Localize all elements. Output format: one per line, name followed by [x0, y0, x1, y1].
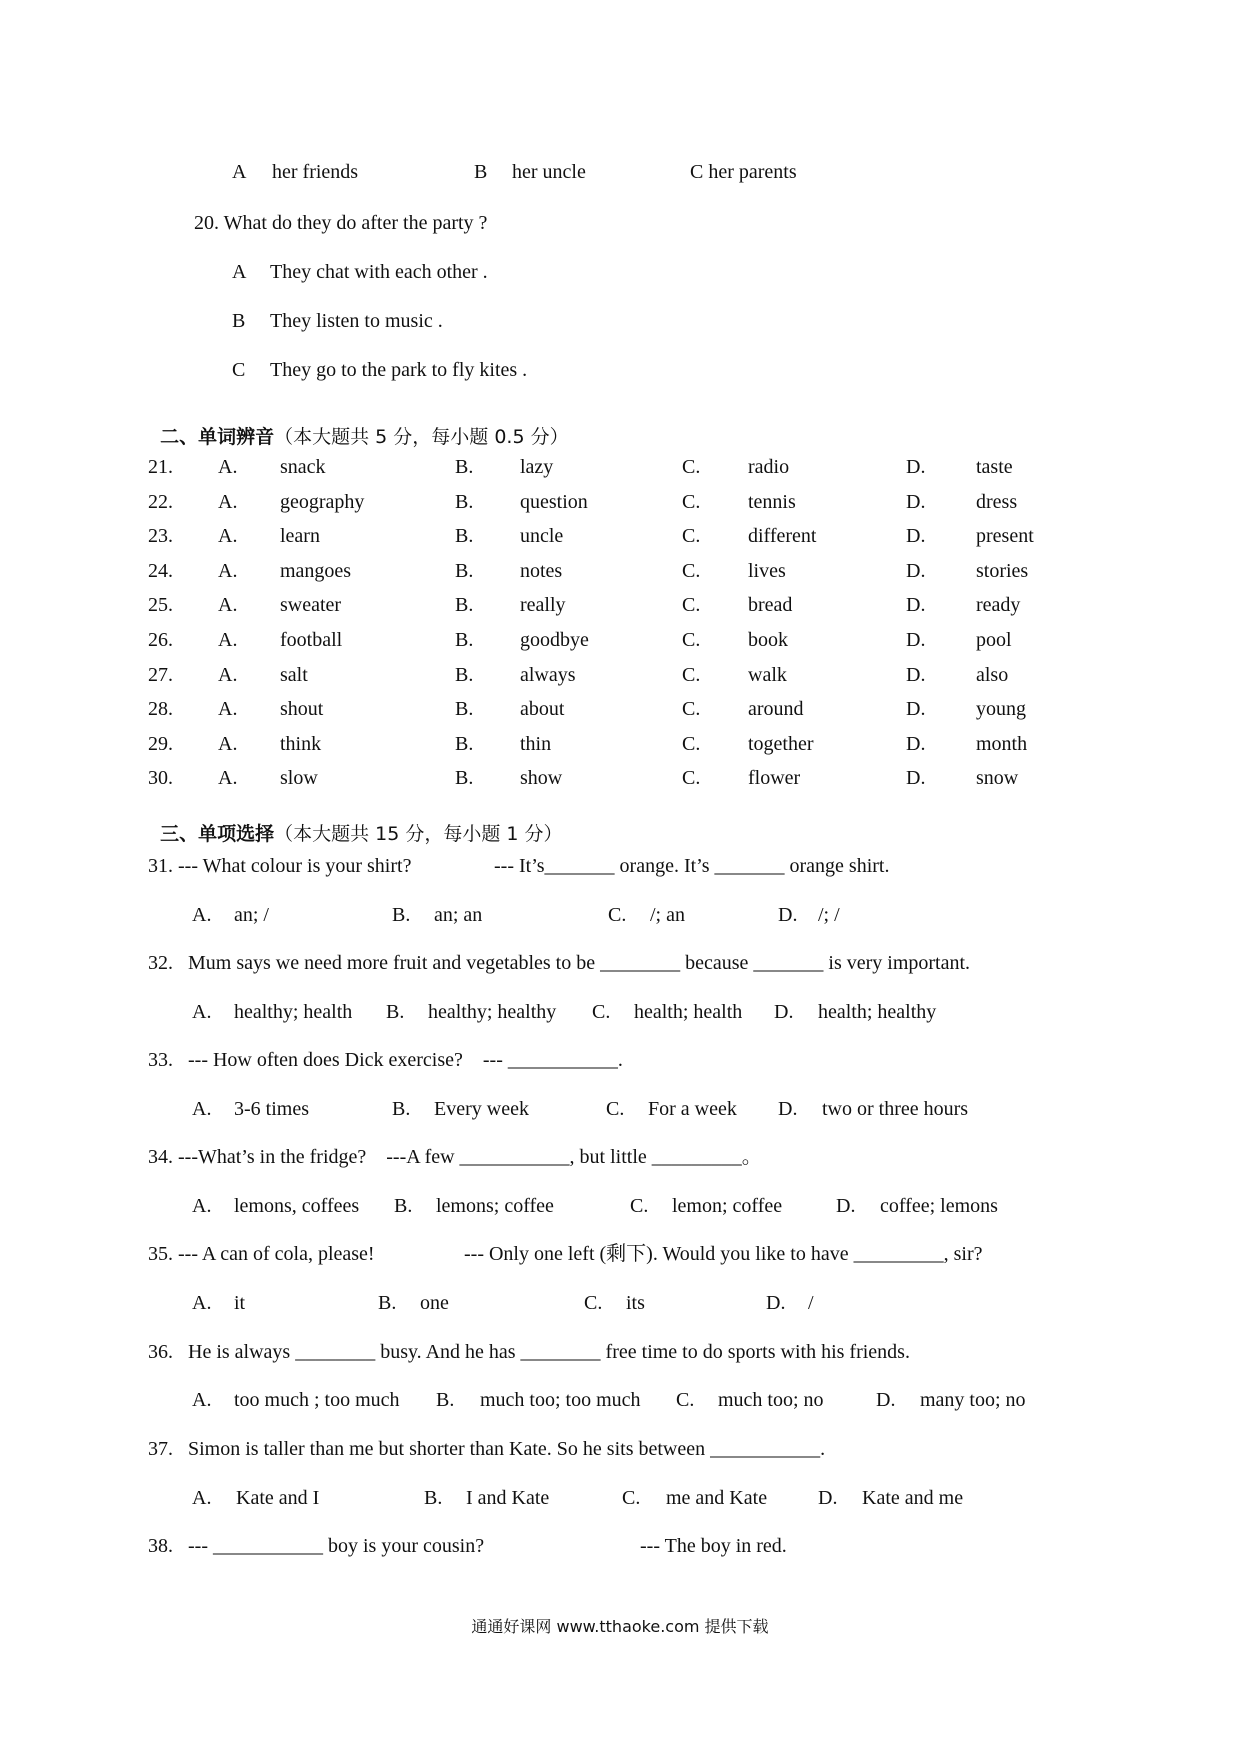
- q35-option-b-text: one: [420, 1292, 449, 1314]
- section3-heading: [148, 806, 563, 844]
- item-number: 24.: [148, 559, 173, 582]
- q35-option-c-text: its: [626, 1292, 645, 1314]
- q35-option-d-text: /: [808, 1292, 814, 1314]
- q36-option-d-text: many too; no: [920, 1389, 1026, 1411]
- q33-option-a-text: 3-6 times: [234, 1098, 309, 1120]
- q31-response: --- It’s_______ orange. It’s _______ orange shirt.: [494, 855, 890, 877]
- q33-option-c-letter: C.: [606, 1098, 625, 1120]
- option-word: ready: [976, 594, 1021, 617]
- option-letter: B.: [455, 629, 474, 651]
- option-word: dress: [976, 490, 1018, 513]
- q35-option-b-letter: B.: [378, 1292, 397, 1314]
- option-word: walk: [748, 663, 787, 686]
- item-number: 27.: [148, 663, 173, 686]
- phonetics-row: [0, 456, 1240, 480]
- q37-question: 37. Simon is taller than me but shorter than Kate. So he sits between ___________.: [148, 1438, 826, 1460]
- q36-option-d-letter: D.: [876, 1389, 896, 1411]
- phonetics-row: [0, 767, 1240, 791]
- option-letter: A.: [218, 490, 238, 513]
- option-word: stories: [976, 559, 1029, 582]
- q20-question: 20. What do they do after the party ?: [194, 212, 488, 234]
- option-letter: B.: [455, 525, 474, 548]
- option-letter: D.: [906, 663, 926, 686]
- option-word: flower: [748, 767, 801, 790]
- phonetics-row: [0, 525, 1240, 549]
- option-word: snack: [280, 456, 326, 478]
- item-number: 23.: [148, 525, 173, 548]
- q33-option-b-letter: B.: [392, 1098, 411, 1120]
- q36-option-b-text: much too; too much: [480, 1389, 641, 1411]
- q34-option-c-text: lemon; coffee: [672, 1195, 783, 1217]
- q34-option-b-letter: B.: [394, 1195, 413, 1217]
- q36-option-c-text: much too; no: [718, 1389, 824, 1411]
- q35-response: --- Only one left (剩下). Would you like to have _________, sir?: [464, 1243, 983, 1265]
- option-word: radio: [748, 456, 790, 478]
- option-letter: D.: [906, 732, 926, 755]
- item-number: 30.: [148, 767, 173, 790]
- option-letter: A.: [218, 698, 238, 721]
- q32-option-c-text: health; health: [634, 1001, 743, 1023]
- option-word: book: [748, 629, 788, 651]
- q34-option-b-text: lemons; coffee: [436, 1195, 554, 1217]
- q31-option-a-text: an; /: [234, 904, 269, 926]
- q20-option-c-text: They go to the park to fly kites .: [270, 359, 528, 381]
- q32-option-b-text: healthy; healthy: [428, 1001, 557, 1023]
- q31-question: 31. --- What colour is your shirt?: [148, 855, 412, 877]
- option-word: tennis: [748, 490, 796, 513]
- option-letter: D.: [906, 629, 926, 651]
- option-word: month: [976, 732, 1028, 755]
- option-word: snow: [976, 767, 1019, 790]
- q34-option-a-letter: A.: [192, 1195, 212, 1217]
- option-letter: D.: [906, 594, 926, 617]
- option-letter: A.: [218, 663, 238, 686]
- q33-option-b-text: Every week: [434, 1098, 529, 1120]
- q35-option-a-text: it: [234, 1292, 246, 1314]
- option-letter: D.: [906, 490, 926, 513]
- q33-option-d-letter: D.: [778, 1098, 798, 1120]
- q36-option-a-letter: A.: [192, 1389, 212, 1411]
- option-word: around: [748, 698, 804, 721]
- q37-option-d-letter: D.: [818, 1487, 838, 1509]
- q32-option-d-text: health; healthy: [818, 1001, 937, 1023]
- phonetics-row: [0, 629, 1240, 653]
- q34-question: 34. ---What’s in the fridge? ---A few ___________, but little _________。: [148, 1146, 762, 1168]
- option-letter: B.: [455, 663, 474, 686]
- item-number: 25.: [148, 594, 173, 617]
- option-letter: C.: [682, 629, 701, 651]
- q19-option-a-letter: A: [232, 161, 247, 183]
- q32-question: 32. Mum says we need more fruit and vegetables to be ________ because _______ is very important.: [148, 952, 971, 974]
- option-word: young: [976, 698, 1026, 721]
- option-word: salt: [280, 663, 308, 686]
- option-letter: B.: [455, 767, 474, 790]
- option-word: question: [520, 490, 588, 513]
- q37-option-a-text: Kate and I: [236, 1487, 320, 1509]
- q19-option-a-text: her friends: [272, 161, 359, 183]
- footer-credit: 通通好课网 www.tthaoke.com 提供下载: [471, 1617, 769, 1636]
- q20-option-a-text: They chat with each other .: [270, 261, 488, 283]
- option-letter: A.: [218, 732, 238, 755]
- option-word: about: [520, 698, 565, 721]
- section2-title: 二、单词辨音: [160, 426, 275, 448]
- option-word: present: [976, 525, 1034, 548]
- option-letter: A.: [218, 629, 238, 651]
- option-letter: D.: [906, 767, 926, 790]
- q35-option-c-letter: C.: [584, 1292, 603, 1314]
- option-letter: D.: [906, 559, 926, 582]
- phonetics-row: [0, 560, 1240, 584]
- q20-option-a-letter: A: [232, 261, 247, 283]
- q31-option-d-letter: D.: [778, 904, 798, 926]
- q19-option-c-text: C her parents: [690, 161, 797, 183]
- q31-option-b-text: an; an: [434, 904, 483, 926]
- q37-option-d-text: Kate and me: [862, 1487, 964, 1509]
- item-number: 29.: [148, 732, 173, 755]
- option-letter: A.: [218, 594, 238, 617]
- q36-option-b-letter: B.: [436, 1389, 455, 1411]
- q31-option-d-text: /; /: [818, 904, 840, 926]
- section3-note: （本大题共 15 分，每小题 1 分）: [274, 823, 563, 845]
- q33-option-d-text: two or three hours: [822, 1098, 969, 1120]
- q31-option-b-letter: B.: [392, 904, 411, 926]
- option-word: different: [748, 525, 817, 548]
- option-letter: D.: [906, 456, 926, 478]
- q19-option-b-letter: B: [474, 161, 488, 183]
- option-word: show: [520, 767, 563, 790]
- section2-note: （本大题共 5 分，每小题 0.5 分）: [274, 426, 569, 448]
- option-letter: A.: [218, 767, 238, 790]
- option-word: lazy: [520, 456, 554, 478]
- option-letter: D.: [906, 698, 926, 721]
- q20-option-b-text: They listen to music .: [270, 310, 443, 332]
- option-letter: A.: [218, 559, 238, 582]
- option-word: learn: [280, 525, 320, 548]
- q32-option-c-letter: C.: [592, 1001, 611, 1023]
- option-word: really: [520, 594, 566, 617]
- option-letter: C.: [682, 594, 701, 617]
- item-number: 22.: [148, 490, 173, 513]
- option-word: lives: [748, 559, 786, 582]
- q31-option-c-text: /; an: [650, 904, 685, 926]
- option-letter: A.: [218, 456, 238, 478]
- option-word: bread: [748, 594, 793, 617]
- q37-option-b-text: I and Kate: [466, 1487, 550, 1509]
- q33-option-c-text: For a week: [648, 1098, 737, 1120]
- phonetics-row: [0, 733, 1240, 757]
- q35-option-d-letter: D.: [766, 1292, 786, 1314]
- q31-option-a-letter: A.: [192, 904, 212, 926]
- option-word: also: [976, 663, 1009, 686]
- q37-option-a-letter: A.: [192, 1487, 212, 1509]
- option-word: mangoes: [280, 559, 352, 582]
- option-word: uncle: [520, 525, 564, 548]
- option-letter: C.: [682, 456, 701, 478]
- option-word: goodbye: [520, 629, 589, 651]
- q33-question: 33. --- How often does Dick exercise? --- ___________.: [148, 1049, 623, 1071]
- q38-response: --- The boy in red.: [640, 1535, 787, 1557]
- q20-option-b-letter: B: [232, 310, 246, 332]
- option-letter: B.: [455, 559, 474, 582]
- q32-option-b-letter: B.: [386, 1001, 405, 1023]
- option-word: sweater: [280, 594, 342, 617]
- q37-option-c-text: me and Kate: [666, 1487, 768, 1509]
- option-letter: D.: [906, 525, 926, 548]
- option-word: always: [520, 663, 576, 686]
- option-word: pool: [976, 629, 1012, 651]
- option-letter: B.: [455, 456, 474, 478]
- option-letter: B.: [455, 490, 474, 513]
- q36-question: 36. He is always ________ busy. And he has ________ free time to do sports with his friends.: [148, 1341, 910, 1363]
- option-letter: C.: [682, 559, 701, 582]
- q37-option-c-letter: C.: [622, 1487, 641, 1509]
- q36-option-a-text: too much ; too much: [234, 1389, 400, 1411]
- option-letter: B.: [455, 698, 474, 721]
- q31-option-c-letter: C.: [608, 904, 627, 926]
- item-number: 26.: [148, 629, 173, 651]
- option-word: football: [280, 629, 343, 651]
- item-number: 21.: [148, 456, 173, 478]
- q32-option-a-letter: A.: [192, 1001, 212, 1023]
- phonetics-row: [0, 698, 1240, 722]
- option-letter: B.: [455, 594, 474, 617]
- q37-option-b-letter: B.: [424, 1487, 443, 1509]
- option-letter: C.: [682, 698, 701, 721]
- phonetics-row: [0, 664, 1240, 688]
- q32-option-d-letter: D.: [774, 1001, 794, 1023]
- option-word: thin: [520, 732, 552, 755]
- option-word: taste: [976, 456, 1013, 478]
- q19-option-b-text: her uncle: [512, 161, 586, 183]
- q36-option-c-letter: C.: [676, 1389, 695, 1411]
- q34-option-d-letter: D.: [836, 1195, 856, 1217]
- option-letter: A.: [218, 525, 238, 548]
- q34-option-d-text: coffee; lemons: [880, 1195, 998, 1217]
- option-letter: C.: [682, 490, 701, 513]
- phonetics-row: [0, 491, 1240, 515]
- item-number: 28.: [148, 698, 173, 721]
- q35-option-a-letter: A.: [192, 1292, 212, 1314]
- option-letter: C.: [682, 663, 701, 686]
- section3-title: 三、单项选择: [160, 823, 275, 845]
- q32-option-a-text: healthy; health: [234, 1001, 353, 1023]
- q33-option-a-letter: A.: [192, 1098, 212, 1120]
- option-word: together: [748, 732, 814, 755]
- option-word: geography: [280, 490, 365, 513]
- option-word: think: [280, 732, 322, 755]
- q34-option-c-letter: C.: [630, 1195, 649, 1217]
- option-word: slow: [280, 767, 318, 790]
- q35-question: 35. --- A can of cola, please!: [148, 1243, 375, 1265]
- section2-heading: [148, 409, 569, 447]
- option-letter: C.: [682, 525, 701, 548]
- option-letter: B.: [455, 732, 474, 755]
- phonetics-row: [0, 594, 1240, 618]
- q34-option-a-text: lemons, coffees: [234, 1195, 360, 1217]
- q38-question: 38. --- ___________ boy is your cousin?: [148, 1535, 485, 1557]
- option-word: notes: [520, 559, 563, 582]
- option-word: shout: [280, 698, 324, 721]
- option-letter: C.: [682, 732, 701, 755]
- q20-option-c-letter: C: [232, 359, 246, 381]
- option-letter: C.: [682, 767, 701, 790]
